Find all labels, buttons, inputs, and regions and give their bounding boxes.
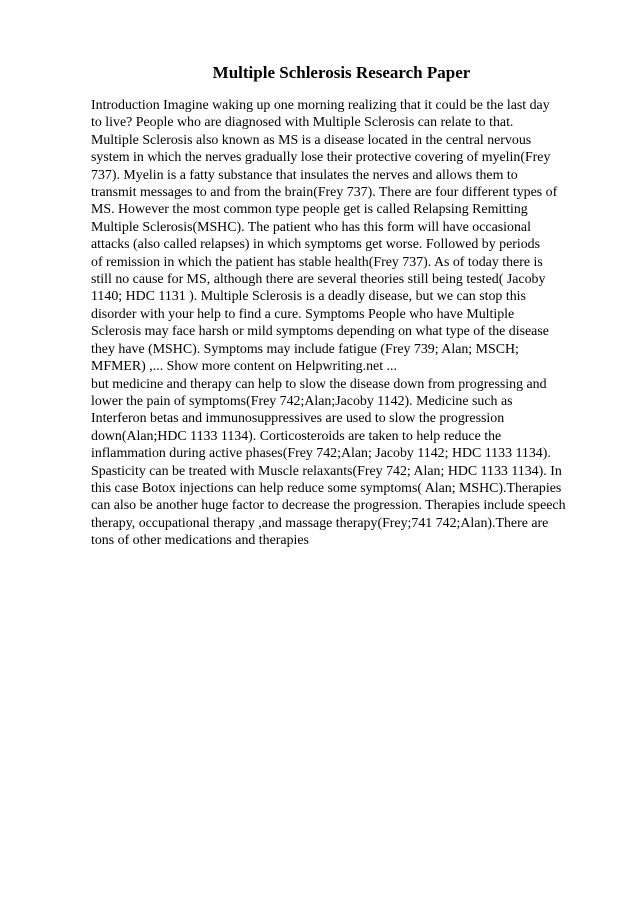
text-line: system in which the nerves gradually lose their protective covering of myelin(Frey (91, 150, 551, 166)
text-line: attacks (also called relapses) in which symptoms get worse. Followed by periods (91, 237, 541, 253)
text-line: Multiple Sclerosis also known as MS is a disease located in the central nervous (91, 132, 532, 148)
text-line: inflammation during active phases(Frey 742;Alan; Jacoby 1142; HDC 1133 1134). (91, 446, 551, 462)
text-line: down(Alan;HDC 1133 1134). Corticosteroids are taken to help reduce the (91, 428, 502, 444)
text-line: can also be another huge factor to decrease the progression. Therapies include speech (91, 498, 566, 514)
body-text (91, 97, 591, 550)
page-title: Multiple Schlerosis Research Paper (212, 63, 471, 82)
text-line: 737). Myelin is a fatty substance that insulates the nerves and allows them to (91, 167, 518, 183)
text-line: this case Botox injections can help reduce some symptoms( Alan; MSHC).Therapies (91, 480, 562, 496)
text-line: 1140; HDC 1131 ). Multiple Sclerosis is a deadly disease, but we can stop this (91, 289, 526, 305)
text-line: of remission in which the patient has stable health(Frey 737). As of today there is (91, 254, 543, 270)
text-line: lower the pain of symptoms(Frey 742;Alan;Jacoby 1142). Medicine such as (91, 393, 513, 409)
text-line: Interferon betas and immunosuppressives are used to slow the progression (91, 411, 505, 427)
text-line: MS. However the most common type people get is called Relapsing Remitting (91, 202, 528, 218)
text-line: they have (MSHC). Symptoms may include fatigue (Frey 739; Alan; MSCH; (91, 341, 519, 357)
text-line: to live? People who are diagnosed with Multiple Sclerosis can relate to that. (91, 115, 514, 131)
text-line: Introduction Imagine waking up one morning realizing that it could be the last day (91, 98, 550, 113)
text-line: tons of other medications and therapies (91, 533, 309, 549)
text-line: Multiple Sclerosis(MSHC). The patient who has this form will have occasional (91, 219, 531, 235)
text-line: therapy, occupational therapy ,and massage therapy(Frey;741 742;Alan).There are (91, 515, 549, 531)
text-line: but medicine and therapy can help to slow the disease down from progressing and (91, 376, 547, 392)
text-line: Sclerosis may face harsh or mild symptoms depending on what type of the disease (91, 324, 549, 340)
text-line: transmit messages to and from the brain(Frey 737). There are four different types of (91, 185, 558, 201)
text-line: Spasticity can be treated with Muscle relaxants(Frey 742; Alan; HDC 1133 1134). In (91, 463, 562, 479)
text-line: disorder with your help to find a cure. Symptoms People who have Multiple (91, 306, 515, 322)
text-line: MFMER) ,... Show more content on Helpwriting.net ... (91, 359, 397, 375)
text-line: still no cause for MS, although there are several theories still being tested( Jacoby (91, 272, 546, 288)
